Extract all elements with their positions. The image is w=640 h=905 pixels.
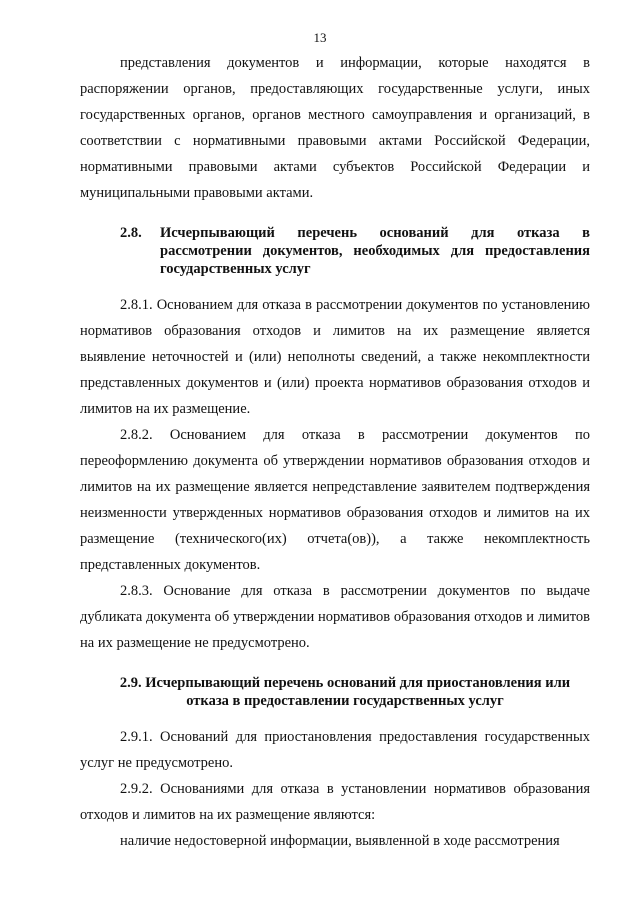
paragraph-last: наличие недостоверной информации, выявленной в ходе рассмотрения	[120, 833, 560, 849]
section-heading-2-8	[80, 224, 590, 278]
section-number: 2.8.	[120, 225, 142, 241]
paragraph-2-8-1: 2.8.1. Основанием для отказа в рассмотрении документов по установлению нормативов образования отходов и лимитов на их размещение является выявление неточностей и (или) неполноты сведений, а также некомплектности представленных документов и (или) проекта нормативов образования отходов и лимитов на их размещение.	[80, 297, 590, 417]
document-body	[80, 50, 590, 854]
paragraph-2-9-1: 2.9.1. Оснований для приостановления предоставления государственных услуг не предусмотрено.	[80, 729, 590, 771]
page-number: 13	[313, 30, 327, 45]
section-title: Исчерпывающий перечень оснований для отказа в рассмотрении документов, необходимых для предоставления государственных услуг	[160, 225, 590, 277]
paragraph-2-8-3: 2.8.3. Основание для отказа в рассмотрении документов по выдаче дубликата документа об утверждении нормативов образования отходов и лимитов на их размещение не предусмотрено.	[80, 583, 590, 651]
paragraph-2-9-2: 2.9.2. Основаниями для отказа в установлении нормативов образования отходов и лимитов на их размещение являются:	[80, 781, 590, 823]
paragraph-2-8-2: 2.8.2. Основанием для отказа в рассмотрении документов по переоформлению документа об утверждении нормативов образования отходов и лимитов на их размещение является непредставление заявителем подтверждения неизменности утвержденных нормативов образования отходов и лимитов на их размещение (технического(их) отчета(ов)), а также некомплектность представленных документов.	[80, 427, 590, 573]
section-heading-2-9: 2.9. Исчерпывающий перечень оснований для приостановления или отказа в предоставлении государственных услуг	[119, 675, 571, 709]
paragraph-intro: представления документов и информации, которые находятся в распоряжении органов, предоставляющих государственные услуги, иных государственных органов, органов местного самоуправления и организаций, в соответствии с нормативными правовыми актами Российской Федерации, нормативными правовыми актами субъектов Российской Федерации и муниципальными правовыми актами.	[80, 55, 590, 201]
